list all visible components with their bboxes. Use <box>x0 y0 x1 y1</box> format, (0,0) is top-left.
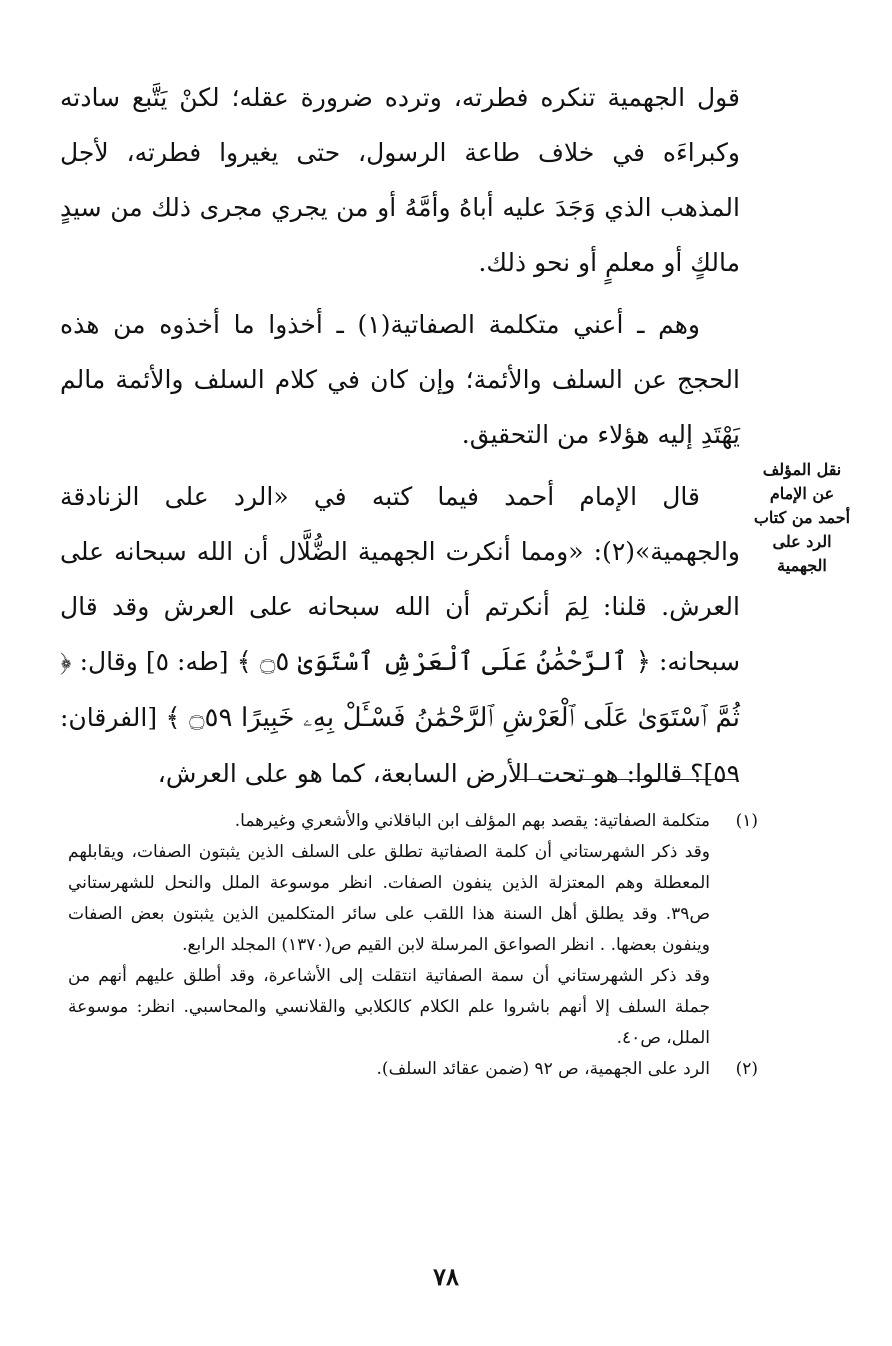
margin-note: نقل المؤلف عن الإمام أحمد من كتاب الرد على الجهمية <box>753 460 851 575</box>
footnotes <box>68 806 758 1085</box>
paragraph-jahmiyya-fitra: قول الجهمية تنكره فطرته، وترده ضرورة عقله؛ لكنْ يَتَّبع سادته وكبراءَه في خلاف طاعة الرسول، حتى يغيروا فطرته، لأجل المذهب الذي وَجَدَ عليه أباهُ وأمَّهُ أو من يجري مجرى ذلك من سيدٍ مالكٍ أو معلمٍ أو نحو ذلك. <box>60 83 740 277</box>
footnote-divider <box>513 779 736 780</box>
quote-middle: وقال: <box>79 647 138 676</box>
quote-end: قالوا: هو تحت الأرض السابعة، كما هو على العرش، <box>157 759 683 788</box>
footnote-2 <box>68 1054 758 1085</box>
page-number: ٧٨ <box>433 1262 459 1291</box>
ayah-furqan-reference: [الفرقان: ٥٩]؟ <box>60 703 740 788</box>
footnote-2-number: (٢) <box>735 1059 758 1079</box>
footnote-1 <box>68 806 758 1054</box>
footnote-1-paragraph: متكلمة الصفاتية: يقصد بهم المؤلف ابن الباقلاني والأشعري وغيرهما. <box>234 811 710 831</box>
paragraph-mutakallimat-sifatiyya: وهم ـ أعني متكلمة الصفاتية(١) ـ أخذوا ما أخذوه من هذه الحجج عن السلف والأئمة؛ وإن كان في كلام السلف والأئمة مالم يَهْتَدِ إليه هؤلاء من التحقيق. <box>60 310 740 449</box>
quote-intro: قال الإمام أحمد فيما كتبه في «الرد على الزنادقة والجهمية»(٢): «ومما أنكرت الجهمية الضُّلَّال أن الله سبحانه على العرش. قلنا: لِمَ أنكرتم أن الله سبحانه على العرش وقد قال سبحانه: <box>60 482 741 676</box>
footnote-1-paragraph: وقد ذكر الشهرستاني أن سمة الصفاتية انتقلت إلى الأشاعرة، وقد أطلق عليهم أنهم من جملة السلف إلا أنهم باشروا علم الكلام كالكلابي والقلانسي والمحاسبي. انظر: موسوعة الملل، ص٤٠. <box>68 966 710 1048</box>
ayah-taha: ﴿ ٱلرَّحْمَٰنُ عَلَى ٱلْعَرْشِ ٱسْتَوَىٰ ۝٥ ﴾ <box>236 647 651 677</box>
footnote-1-number: (١) <box>735 811 758 831</box>
main-text <box>60 70 740 808</box>
footnote-1-paragraph: وقد ذكر الشهرستاني أن كلمة الصفاتية تطلق على السلف الذين يثبتون الصفات، ويقابلهم المعطلة وهم المعتزلة الذين ينفون الصفات. انظر موسوعة الملل والنحل للشهرستاني ص٣٩. وقد يطلق أهل السنة هذا اللقب على سائر المتكلمين الذين يثبتون بعض الصفات وينفون بعضها. . انظر الصواعق المرسلة لابن القيم ص(١٣٧٠) المجلد الرابع. <box>68 842 710 955</box>
paragraph-imam-ahmad-quote <box>60 469 740 801</box>
ayah-taha-reference: [طه: ٥] <box>145 647 229 676</box>
ayah-furqan: ﴿ ثُمَّ ٱسْتَوَىٰ عَلَى ٱلْعَرْشِ ٱلرَّحْمَٰنُ فَسْـَٔلْ بِهِۦ خَبِيرًا ۝٥٩ ﴾ <box>60 647 740 733</box>
footnote-2-paragraph: الرد على الجهمية، ص ٩٢ (ضمن عقائد السلف). <box>376 1059 710 1079</box>
